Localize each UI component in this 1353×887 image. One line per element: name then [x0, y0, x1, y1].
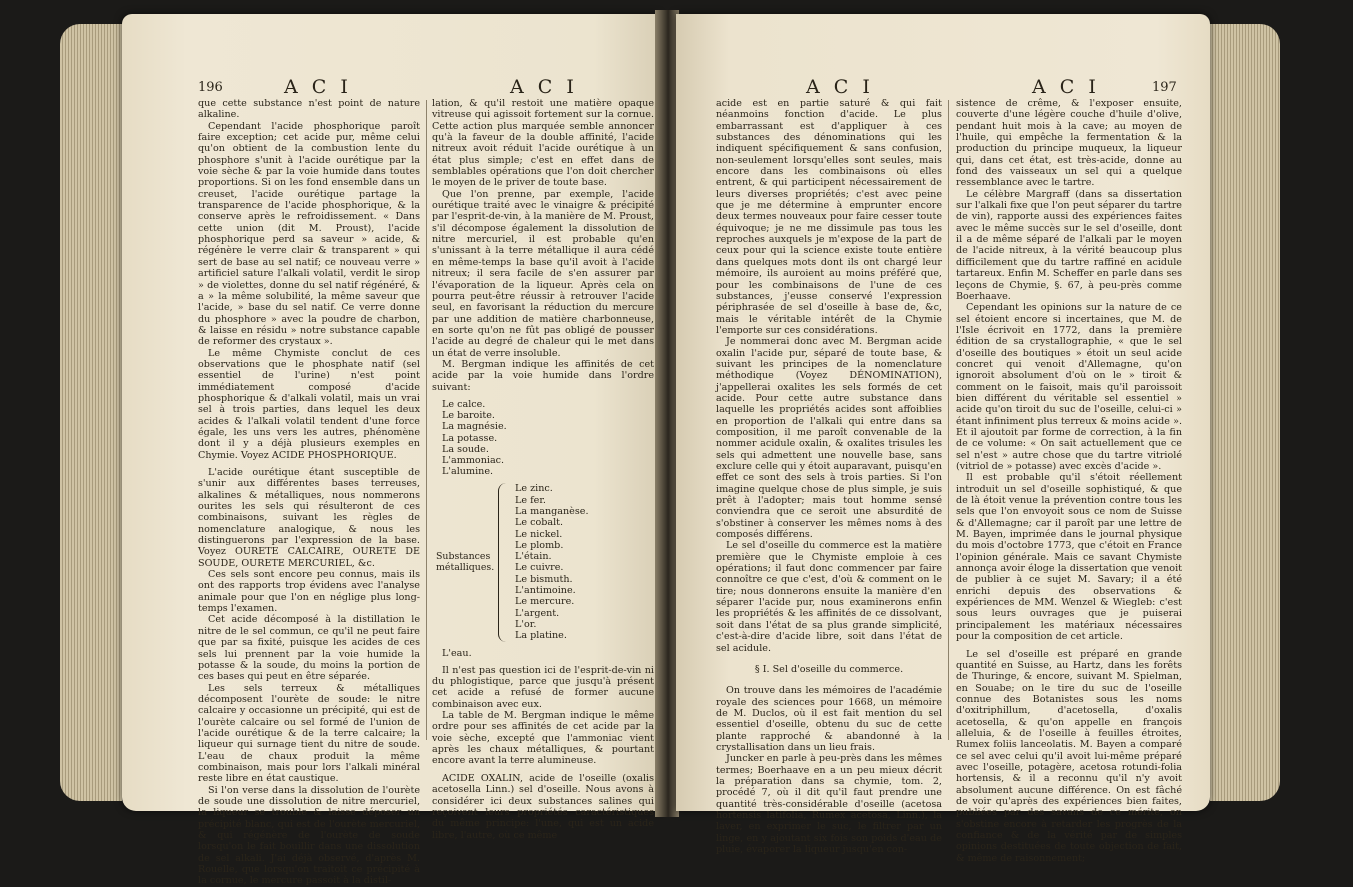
paragraph: Le sel d'oseille est préparé en grande quantité en Suisse, au Hartz, dans les forêts de Thuringe, & encore, suivant M. Spielman, en Souabe; on le tire du suc de l'oseille connue des Botanistes sous les noms d'oxitriphillum, d'acetosella, d'oxalis acetosella, & qu'on appelle en françois alleluia, & de l'oseille à feuilles étroites, Rumex foliis lanceolatis. M. Bayen a comparé ce sel avec celui qu'il avoit lui-même préparé avec l'oseille, potagère, acetosa rotundi-folia hortensis, & il a reconnu qu'il n'y avoit absolument aucune différence. On est fâché de voir qu'après des expériences bien faites, publiées par des savans de ce mérite, on s'obstine encore à retarder les progrès de la confiance & de la vérité par de simples opinions destituées de toute objection de fait, & même de raisonnement;: [956, 648, 1182, 864]
list-item: Le mercure.: [515, 596, 575, 608]
affinity-list: [442, 399, 654, 477]
list-item: L'étain.: [515, 551, 552, 563]
brace: [498, 483, 511, 641]
text-column-2: [432, 98, 654, 841]
paragraph: Le même Chymiste conclut de ces observations que le phosphate natif (sel essentiel de l'urine) n'est point immédiatement composé d'acide phosphorique & d'alkali volatil, mais un vrai sel à trois parties, dans lequel les deux acides & l'alkali volatil tendent d'une force égale, les uns vers les autres, phénomène dont il y a déjà plusieurs exemples en Chymie. Voyez ACIDE PHOSPHORIQUE.: [198, 347, 420, 461]
paragraph: lation, & qu'il restoit une matière opaque vitreuse qui agissoit fortement sur la cornue. Cette action plus marquée semble annoncer qu'à la faveur de la double affinité, l'acide nitreux avoit réduit l'acide ourétique à un état plus simple; c'est en effet dans de semblables opérations que l'on doit chercher le moyen de le priver de toute base.: [432, 98, 654, 189]
page-number: 196: [198, 80, 223, 95]
paragraph: La table de M. Bergman indique le même ordre pour ses affinités de cet acide par la voie sèche, excepté que l'ammoniac vient après les chaux métalliques, & pourtant encore avant la terre alumineuse.: [432, 710, 654, 767]
list-item: L'alumine.: [442, 466, 494, 478]
paragraph: Cependant l'acide phosphorique paroît faire exception; cet acide pur, même celui qu'on obtient de la combustion lente du phosphore s'unit à l'acide ourétique par la voie sèche & par la voie humide dans toutes proportions. Si on les fond ensemble dans un creuset, l'acide ourétique partage la transparence de l'acide phosphorique, & la conserve après le refroidissement. « Dans cette union (dit M. Proust), l'acide phosphorique perd sa saveur » acide, & régénère le verre clair & transparent » qui sert de base au sel natif; ce nouveau verre » artificiel sature l'alkali volatil, verdit le sirop » de violettes, donne du sel natif régénéré, & a » la même solubilité, la même saveur que l'acide, » base du sel natif. Ce verre donne du phosphore » avec la poudre de charbon, & laisse en résidu » notre substance capable de reformer des crystaux ».: [198, 120, 420, 348]
page-edges-left: [60, 24, 122, 801]
text-column-1: [198, 98, 420, 887]
paragraph: que cette substance n'est point de nature alkaline.: [198, 98, 420, 121]
list-item: La potasse.: [442, 432, 498, 444]
paragraph: Les sels terreux & métalliques décomposent l'ourète de soude: le nitre calcaire y occasionne un précipité, qui est de l'ourète calcaire ou sel formé de l'union de l'acide ourétique & de la terre calcaire; la liqueur qui surnage tient du nitre de soude. L'eau de chaux produit la même combinaison, mais pour lors l'alkali minéral reste libre en état caustique.: [198, 682, 420, 785]
page-edges-right: [1210, 24, 1280, 801]
paragraph: Si l'on verse dans la dissolution de l'ourète de soude une dissolution de nitre mercuriel, la liqueur se trouble & laisse déposer un précipité blanc, qui est de l'ourète mercuriel, & qui régénère de l'ourète de soude lorsqu'on le fait bouillir dans une dissolution de sel alkali. J'ai déjà observé, d'après M. Rouelle, que lorsqu'on traitoit ce précipité à la cornue, le mercure passoit à la distil-: [198, 784, 420, 887]
list-item: La soude.: [442, 443, 489, 455]
paragraph: Je nommerai donc avec M. Bergman acide oxalin l'acide pur, séparé de toute base, & suivant les principes de la nomenclature méthodique (Voyez DÉNOMINATION), j'appellerai oxalites les sels formés de cet acide. Pour cette autre substance dans laquelle les propriétés acides sont affoiblies en proportion de l'alkali qui entre dans sa composition, il me paroît convenable de la nommer acidule oxalin, & oxalites trisules les sels qui admettent une nouvelle base, sans exclure celle qui y étoit auparavant, puisqu'en effet ce sont des sels à trois parties. Si l'on imagine quelque chose de plus simple, je suis prêt à l'adopter; mais tout homme sensé conviendra que ce seroit une absurdité de s'obstiner à conserver les mêmes noms à des composés différens.: [716, 336, 942, 541]
metals-list: [515, 483, 589, 641]
text-column-1: [716, 98, 942, 855]
metals-group: [436, 483, 654, 641]
list-item: Le plomb.: [515, 539, 564, 551]
paragraph: Le célèbre Margraff (dans sa dissertation sur l'alkali fixe que l'on peut séparer du tartre de vin), rapporte aussi des expériences faites avec le même succès sur le sel d'oseille, dont il a de même séparé de l'alkali par le moyen de l'acide nitreux, à la vérité beaucoup plus difficilement que du tartre raffiné en acidule tartareux. Enfin M. Scheffer en parle dans ses leçons de Chymie, §. 67, à peu-près comme Boerhaave.: [956, 188, 1182, 302]
running-head: A C I: [510, 76, 578, 98]
running-head: A C I: [806, 76, 874, 98]
list-item: Le zinc.: [515, 483, 553, 495]
left-page: [122, 14, 658, 887]
column-rule: [426, 100, 427, 740]
column-rule: [948, 100, 949, 740]
list-item: Le cobalt.: [515, 517, 564, 529]
list-item: Le nickel.: [515, 528, 563, 540]
running-head: A C I: [1032, 76, 1100, 98]
paragraph: Il est probable qu'il s'étoit réellement introduit un sel d'oseille sophistiqué, & que de là étoit venue la prévention contre tous les sels que l'on envoyoit sous ce nom de Suisse & d'Allemagne; car il paroît par une lettre de M. Bayen, imprimée dans le journal physique du mois d'octobre 1773, que c'étoit en France l'opinion générale. Mais ce savant Chymiste annonça avoir éloge la dissertation que venoit de publier à ce sujet M. Savary; il a été enrichi depuis des observations & expériences de MM. Wenzel & Wiegleb: c'est sous leurs ouvrages que je puiserai principalement les matériaux nécessaires pour la composition de cet article.: [956, 472, 1182, 643]
paragraph: Cet acide décomposé à la distillation le nitre de le sel commun, ce qu'il ne peut faire que par sa fixité, puisque les acides de ces sels lui prennent par la voie humide la potasse & la soude, du moins la portion de ces bases qui peut en être séparée.: [198, 614, 420, 683]
list-item: L'antimoine.: [515, 585, 576, 597]
list-item: L'eau.: [442, 647, 472, 659]
paragraph: Juncker en parle à peu-près dans les mêmes termes; Boerhaave en a un peu mieux décrit la préparation dans sa chymie, tom. 2, procédé 7, où il dit qu'il faut prendre une quantité très-considérable d'oseille (acetosa hortensis latifolia, Rumex acetosa, Linn.), la laver, en exprimer le suc, le filtrer par un linge, en y ajoutant six fois son poids d'eau de pluie, évaporer la liqueur jusqu'en con-: [716, 753, 942, 855]
paragraph: Le sel d'oseille du commerce est la matière première que le Chymiste emploie à ces opérations; il faut donc commencer par faire connoître ce que c'est, d'où & comment on le tire; nous donnerons ensuite la manière d'en séparer l'acide pur, nous examinerons enfin les propriétés & les affinités de ce dissolvant, soit dans l'état de sa plus grande simplicité, c'est-à-dire d'acide libre, soit dans l'état de sel acidule.: [716, 540, 942, 654]
page-number: 197: [1152, 80, 1177, 95]
affinity-list-end: [442, 648, 654, 659]
paragraph: Ces sels sont encore peu connus, mais ils ont des rapports trop évidens avec l'analyse animale pour que l'on en néglige plus long-temps l'examen.: [198, 569, 420, 615]
paragraph: M. Bergman indique les affinités de cet acide par la voie humide dans l'ordre suivant:: [432, 358, 654, 393]
paragraph: sistence de crême, & l'exposer ensuite, couverte d'une légère couche d'huile d'olive, pendant huit mois à la cave; au moyen de l'huile, qui empêche la fermentation & la production du principe muqueux, la liqueur qui, dans cet état, est très-acide, donne au fond des vaisseaux un sel qui a quelque ressemblance avec le tartre.: [956, 98, 1182, 189]
list-item: Le baroite.: [442, 410, 495, 422]
paragraph: Que l'on prenne, par exemple, l'acide ourétique traité avec le vinaigre & précipité par l'esprit-de-vin, à la manière de M. Proust, s'il décompose également la dissolution de nitre mercuriel, il est probable qu'en s'unissant à la terre métallique il aura cédé en même-temps la base qu'il avoit à l'acide nitreux; il sera facile de s'en assurer par l'évaporation de la liqueur. Après cela on pourra peut-être réussir à retrouver l'acide seul, en favorisant la réduction du mercure par une addition de matière charbonneuse, en sorte qu'on ne fût pas obligé de pousser l'acide au degré de chaleur qui le met dans un état de verre insoluble.: [432, 188, 654, 359]
list-item: Le calce.: [442, 398, 486, 410]
metals-label: Substances métalliques.: [436, 551, 495, 574]
list-item: L'argent.: [515, 607, 560, 619]
right-page: [676, 14, 1210, 864]
list-item: Le fer.: [515, 494, 546, 506]
paragraph: Cependant les opinions sur la nature de ce sel étoient encore si incertaines, que M. de l'Isle écrivoit en 1772, dans la première édition de sa crystallographie, « que le sel d'oseille des boutiques » étoit un seul acide concret qui venoit d'Allemagne, qu'on ignoroit absolument d'où on le » tiroit & comment on le faisoit, mais qu'il paroissoit bien différent du véritable sel essentiel » acide qu'on tiroit du suc de l'oseille, celui-ci » étant infiniment plus terreux & moins acide ». Et il ajoutoit par forme de correction, à la fin de ce volume: « On sait actuellement que ce sel n'est » autre chose que du tartre vitriolé (vitriol de » potasse) avec excès d'acide ».: [956, 302, 1182, 472]
section-title: § I. Sel d'oseille du commerce.: [754, 663, 904, 675]
paragraph: acide est en partie saturé & qui fait néanmoins fonction d'acide. Le plus embarrassant est d'appliquer à ces substances des dénominations qui les indiquent spécifiquement & sans confusion, non-seulement lorsqu'elles sont seules, mais encore dans les combinaisons où elles entrent, & qui participent nécessairement de leurs diverses propriétés; c'est avec peine que je me détermine à emprunter encore deux termes nouveaux pour faire cesser toute équivoque; je ne me dissimule pas tous les reproches auxquels je m'expose de la part de ceux pour qui la science existe toute entière dans quelques mots dont ils ont chargé leur mémoire, ils auroient au moins préféré que, pour les combinaisons de l'une de ces substances, j'eusse conservé l'expression périphrasée de sel d'oseille à base de, &c, mais le véritable intérêt de la Chymie l'emporte sur ces considérations.: [716, 98, 942, 336]
list-item: La magnésie.: [442, 421, 507, 433]
paragraph: On trouve dans les mémoires de l'académie royale des sciences pour 1668, un mémoire de M. Duclos, où il est fait mention du sel essentiel d'oseille, obtenu du suc de cette plante rapproché & abandonné à la crystallisation dans un lieu frais.: [716, 685, 942, 753]
paragraph: ACIDE OXALIN, acide de l'oseille (oxalis acetosella Linn.) sel d'oseille. Nous avons à considérer ici deux substances salines qui reçoivent leurs propriétés caractéristiques du même principe: l'une, qui est un acide libre, l'autre, où ce même: [432, 772, 654, 841]
paragraph: Il n'est pas question ici de l'esprit-de-vin ni du phlogistique, parce que jusqu'à présent cet acide a refusé de former aucune combinaison avec eux.: [432, 664, 654, 710]
list-item: La platine.: [515, 630, 567, 642]
list-item: Le cuivre.: [515, 562, 564, 574]
running-head: A C I: [284, 76, 352, 98]
paragraph: L'acide ourétique étant susceptible de s'unir aux différentes bases terreuses, alkalines & métalliques, nous nommerons ourites les sels qui résulteront de ces combinaisons, suivant les règles de nomenclature analogique, & nous les distinguerons par l'expression de la base. Voyez OURETE CALCAIRE, OURETE DE SOUDE, OURETE MERCURIEL, &c.: [198, 467, 420, 569]
list-item: L'ammoniac.: [442, 454, 505, 466]
list-item: La manganèse.: [515, 505, 589, 517]
list-item: Le bismuth.: [515, 573, 573, 585]
text-column-2: [956, 98, 1182, 864]
list-item: L'or.: [515, 618, 537, 630]
